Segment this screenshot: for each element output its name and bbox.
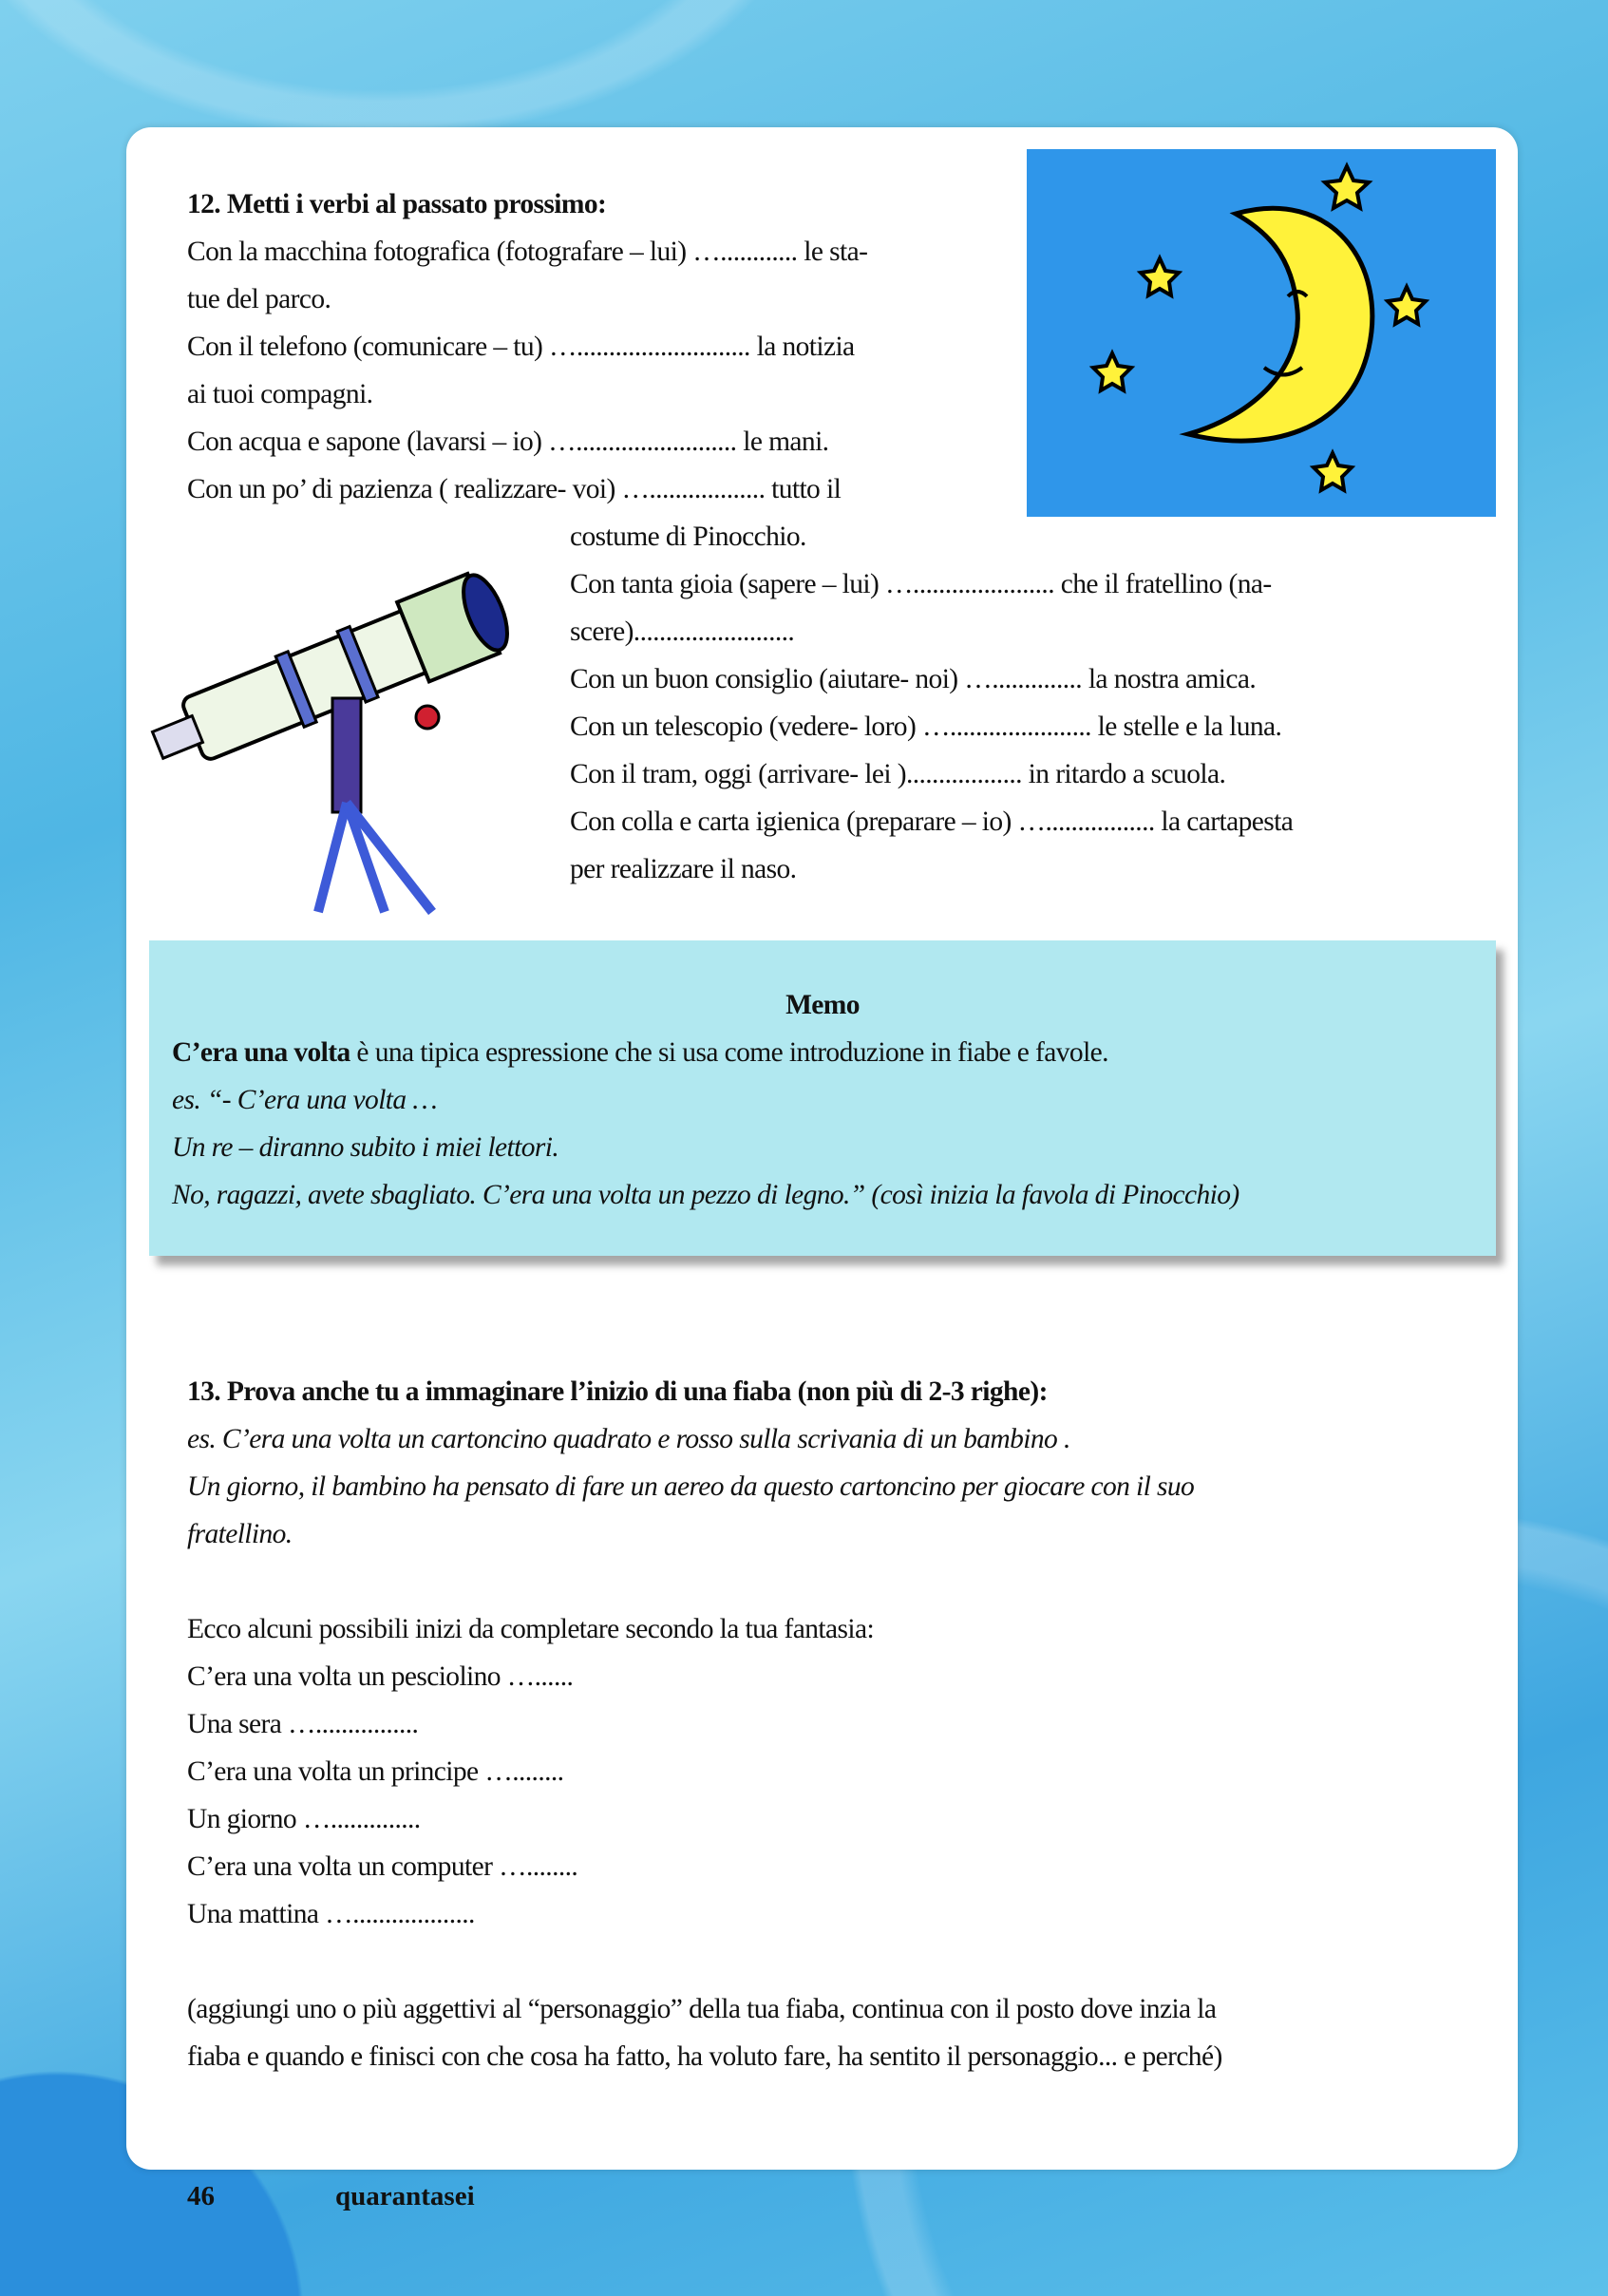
start-line: C’era una volta un principe …........ [187,1756,564,1787]
memo-line: es. “- C’era una volta … [172,1085,437,1115]
page-number: 46 [187,2181,215,2211]
exercise-line: costume di Pinocchio. [570,522,806,552]
telescope-illustration [133,527,518,917]
memo-bold-phrase: C’era una volta [172,1037,350,1068]
exercise-line: Con un buon consiglio (aiutare- noi) ….............. la nostra amica. [570,664,1257,694]
memo-text: è una tipica espressione che si usa come introduzione in fiabe e favole. [350,1037,1108,1068]
start-line: C’era una volta un computer …........ [187,1851,578,1882]
exercise-13-title: 13. Prova anche tu a immaginare l’inizio di una fiaba (non più di 2-3 righe): [187,1376,1048,1407]
exercise-line: ai tuoi compagni. [187,379,373,409]
exercise-line: Con un telescopio (vedere- loro) …...................... le stelle e la luna. [570,712,1282,742]
example-line: fratellino. [187,1519,293,1549]
memo-line [172,1029,1108,1076]
exercise-12-title: 12. Metti i verbi al passato prossimo: [187,189,607,219]
exercise-line: per realizzare il naso. [570,854,797,884]
start-line: C’era una volta un pesciolino …...... [187,1661,574,1692]
exercise-line: Con il tram, oggi (arrivare- lei ).................. in ritardo a scuola. [570,759,1226,789]
start-line: Una mattina …................... [187,1899,475,1929]
start-line: Un giorno ….............. [187,1804,421,1834]
example-line: Un giorno, il bambino ha pensato di fare un aereo da questo cartoncino per giocare con il suo [187,1471,1195,1502]
exercise-line: Con colla e carta igienica (preparare – io) …................. la cartapesta [570,806,1294,837]
intro-line: Ecco alcuni possibili inizi da completare secondo la tua fantasia: [187,1614,875,1644]
exercise-line: Con la macchina fotografica (fotografare – lui) …............ le sta- [187,237,868,267]
exercise-line: Con tanta gioia (sapere – lui) …...................... che il fratellino (na- [570,569,1272,599]
memo-title: Memo [785,990,860,1020]
exercise-line: tue del parco. [187,284,331,314]
note-line: fiaba e quando e finisci con che cosa ha fatto, ha voluto fare, ha sentito il personaggio... e perché) [187,2041,1222,2072]
example-line: es. C’era una volta un cartoncino quadrato e rosso sulla scrivania di un bambino . [187,1424,1070,1454]
exercise-line: Con un po’ di pazienza ( realizzare- voi) ….................. tutto il [187,474,842,504]
memo-line: Un re – diranno subito i miei lettori. [172,1132,559,1163]
page-word: quarantasei [335,2181,475,2211]
memo-line: No, ragazzi, avete sbagliato. C’era una volta un pezzo di legno.” (così inizia la favola di Pinocchio) [172,1180,1239,1210]
note-line: (aggiungi uno o più aggettivi al “personaggio” della tua fiaba, continua con il posto dove inzia la [187,1994,1217,2024]
start-line: Una sera …................ [187,1709,419,1739]
exercise-line: Con acqua e sapone (lavarsi – io) …......................... le mani. [187,427,829,457]
moon-illustration [1027,149,1496,517]
exercise-line: scere)......................... [570,617,795,647]
exercise-line: Con il telefono (comunicare – tu) …........................... la notizia [187,332,855,362]
